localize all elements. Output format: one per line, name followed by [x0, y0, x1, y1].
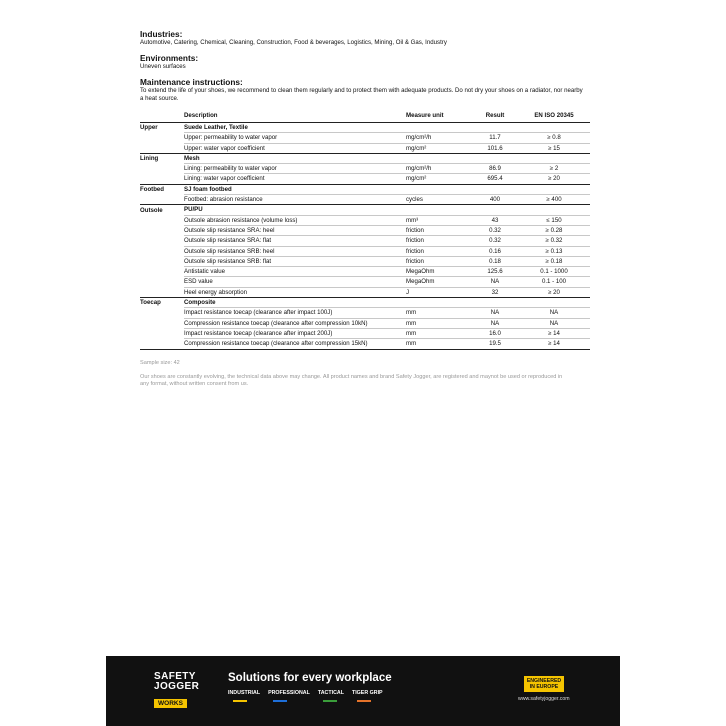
table-row: [140, 287, 590, 297]
category-label: Outsole: [140, 205, 184, 215]
table-group-row: [140, 205, 590, 215]
category-cell: [140, 143, 184, 153]
table-header-row: [140, 110, 590, 123]
result-cell: 0.32: [472, 225, 518, 235]
table-group-row: [140, 123, 590, 133]
material-title: PU/PU: [184, 205, 406, 215]
category-cell: [140, 195, 184, 205]
description-cell: Antistatic value: [184, 267, 406, 277]
unit-cell: [406, 153, 472, 163]
iso-cell: 0.1 - 100: [518, 277, 590, 287]
description-cell: Outsole slip resistance SRA: flat: [184, 236, 406, 246]
iso-cell: ≥ 14: [518, 339, 590, 349]
engineered-badge: [524, 676, 564, 692]
header-iso: EN ISO 20345: [518, 110, 590, 123]
product-line-bar: [273, 700, 287, 702]
footer-tagline: Solutions for every workplace: [228, 672, 392, 684]
result-cell: 43: [472, 215, 518, 225]
category-cell: [140, 225, 184, 235]
table-row: [140, 164, 590, 174]
description-cell: Heel energy absorption: [184, 287, 406, 297]
product-line-bar: [233, 700, 247, 702]
material-title: Suede Leather, Textile: [184, 123, 406, 133]
category-cell: [140, 277, 184, 287]
category-cell: [140, 328, 184, 338]
badge-line-2: IN EUROPE: [529, 684, 559, 690]
unit-cell: mm: [406, 318, 472, 328]
unit-cell: mm³: [406, 215, 472, 225]
product-line-tiger-grip: [352, 690, 383, 702]
environments-text: Uneven surfaces: [140, 63, 186, 70]
unit-cell: [406, 298, 472, 308]
iso-cell: [518, 123, 590, 133]
result-cell: 695.4: [472, 174, 518, 184]
unit-cell: friction: [406, 256, 472, 266]
industries-text: Automotive, Catering, Chemical, Cleaning, Construction, Food & beverages, Logistics, Mining, Oil & Gas, Industry: [140, 39, 447, 46]
table-row: [140, 133, 590, 143]
unit-cell: friction: [406, 236, 472, 246]
result-cell: [472, 153, 518, 163]
table-row: [140, 339, 590, 349]
unit-cell: friction: [406, 225, 472, 235]
iso-cell: ≥ 0.13: [518, 246, 590, 256]
result-cell: 19.5: [472, 339, 518, 349]
result-cell: 400: [472, 195, 518, 205]
result-cell: 16.0: [472, 328, 518, 338]
unit-cell: mm: [406, 328, 472, 338]
iso-cell: NA: [518, 308, 590, 318]
unit-cell: [406, 123, 472, 133]
category-cell: [140, 215, 184, 225]
material-title: Composite: [184, 298, 406, 308]
document-page: [140, 30, 590, 389]
logo-line-1: SAFETY: [154, 671, 196, 682]
result-cell: 11.7: [472, 133, 518, 143]
category-cell: [140, 246, 184, 256]
specs-table: [140, 110, 590, 350]
industries-heading: Industries:: [140, 29, 183, 39]
result-cell: 0.18: [472, 256, 518, 266]
iso-cell: ≥ 20: [518, 174, 590, 184]
iso-cell: NA: [518, 318, 590, 328]
material-title: SJ foam footbed: [184, 184, 406, 194]
header-result: Result: [472, 110, 518, 123]
description-cell: Outsole slip resistance SRA: heel: [184, 225, 406, 235]
table-row: [140, 308, 590, 318]
maintenance-text: To extend the life of your shoes, we recommend to clean them regularly and to protect them with adequate products. Do not dry your shoes on a radiator, nor nearby a heat source.: [140, 87, 583, 102]
logo-line-3: WORKS: [154, 699, 187, 708]
product-line-bar: [357, 700, 371, 702]
table-row: [140, 174, 590, 184]
category-label: Upper: [140, 123, 184, 133]
unit-cell: mm: [406, 308, 472, 318]
table-row: [140, 318, 590, 328]
category-cell: [140, 236, 184, 246]
table-row: [140, 195, 590, 205]
table-row: [140, 236, 590, 246]
category-cell: [140, 287, 184, 297]
badge-line-1: ENGINEERED: [526, 678, 562, 684]
unit-cell: MegaOhm: [406, 277, 472, 287]
iso-cell: ≥ 20: [518, 287, 590, 297]
iso-cell: [518, 153, 590, 163]
result-cell: NA: [472, 308, 518, 318]
iso-cell: ≥ 0.8: [518, 133, 590, 143]
unit-cell: mg/cm²: [406, 143, 472, 153]
unit-cell: mg/cm²/h: [406, 164, 472, 174]
unit-cell: [406, 205, 472, 215]
header-unit: Measure unit: [406, 110, 472, 123]
result-cell: [472, 123, 518, 133]
logo-line-2: JOGGER: [154, 681, 200, 692]
product-line-label: INDUSTRIAL: [228, 690, 261, 696]
iso-cell: [518, 298, 590, 308]
table-group-row: [140, 153, 590, 163]
category-cell: [140, 267, 184, 277]
iso-cell: [518, 184, 590, 194]
table-row: [140, 256, 590, 266]
disclaimer: Our shoes are constantly evolving, the technical data above may change. All product names and brand Safety Jogger, are registered and maynot be used or reproduced in any format, without written consent from us.: [140, 373, 563, 388]
description-cell: Upper: water vapor coefficient: [184, 143, 406, 153]
iso-cell: ≥ 0.28: [518, 225, 590, 235]
category-cell: [140, 174, 184, 184]
category-cell: [140, 318, 184, 328]
description-cell: Upper: permeability to water vapor: [184, 133, 406, 143]
product-line-professional: [268, 690, 310, 702]
product-line-industrial: [228, 690, 260, 702]
category-label: Toecap: [140, 298, 184, 308]
header-description: Description: [184, 110, 406, 123]
unit-cell: mg/cm²: [406, 174, 472, 184]
iso-cell: ≥ 14: [518, 328, 590, 338]
header-category: [140, 110, 184, 123]
description-cell: Compression resistance toecap (clearance after compression 15kN): [184, 339, 406, 349]
category-cell: [140, 133, 184, 143]
safety-jogger-logo: [154, 672, 198, 710]
description-cell: Impact resistance toecap (clearance after impact 200J): [184, 328, 406, 338]
description-cell: Outsole slip resistance SRB: flat: [184, 256, 406, 266]
product-line-label: PROFESSIONAL: [268, 690, 310, 696]
table-row: [140, 143, 590, 153]
table-row: [140, 277, 590, 287]
description-cell: Outsole slip resistance SRB: heel: [184, 246, 406, 256]
description-cell: ESD value: [184, 277, 406, 287]
unit-cell: friction: [406, 246, 472, 256]
material-title: Mesh: [184, 153, 406, 163]
result-cell: [472, 205, 518, 215]
result-cell: 32: [472, 287, 518, 297]
product-line-label: TACTICAL: [317, 690, 344, 696]
table-row: [140, 328, 590, 338]
iso-cell: ≥ 400: [518, 195, 590, 205]
category-cell: [140, 164, 184, 174]
description-cell: Lining: permeability to water vapor: [184, 164, 406, 174]
result-cell: 0.16: [472, 246, 518, 256]
iso-cell: [518, 205, 590, 215]
category-label: Footbed: [140, 184, 184, 194]
environments-heading: Environments:: [140, 53, 199, 63]
category-label: Lining: [140, 153, 184, 163]
sample-size: Sample size: 42: [140, 359, 180, 366]
result-cell: 0.32: [472, 236, 518, 246]
website-url[interactable]: www.safetyjogger.com: [518, 696, 570, 702]
product-line-bar: [323, 700, 337, 702]
table-row: [140, 267, 590, 277]
unit-cell: MegaOhm: [406, 267, 472, 277]
maintenance-heading: Maintenance instructions:: [140, 77, 243, 87]
product-line-tactical: [318, 690, 344, 702]
category-cell: [140, 256, 184, 266]
table-row: [140, 225, 590, 235]
table-row: [140, 215, 590, 225]
category-cell: [140, 308, 184, 318]
result-cell: 125.6: [472, 267, 518, 277]
table-group-row: [140, 298, 590, 308]
category-cell: [140, 339, 184, 349]
description-cell: Compression resistance toecap (clearance after compression 10kN): [184, 318, 406, 328]
description-cell: Footbed: abrasion resistance: [184, 195, 406, 205]
description-cell: Lining: water vapor coefficient: [184, 174, 406, 184]
table-row: [140, 246, 590, 256]
result-cell: NA: [472, 318, 518, 328]
specs-table-body: [140, 123, 590, 350]
iso-cell: ≥ 2: [518, 164, 590, 174]
unit-cell: mm: [406, 339, 472, 349]
product-line-label: TIGER GRIP: [351, 690, 383, 696]
table-group-row: [140, 184, 590, 194]
iso-cell: 0.1 - 1000: [518, 267, 590, 277]
iso-cell: ≥ 0.32: [518, 236, 590, 246]
unit-cell: J: [406, 287, 472, 297]
result-cell: 86.9: [472, 164, 518, 174]
iso-cell: ≥ 0.18: [518, 256, 590, 266]
unit-cell: [406, 184, 472, 194]
result-cell: [472, 184, 518, 194]
description-cell: Outsole abrasion resistance (volume loss): [184, 215, 406, 225]
result-cell: 101.6: [472, 143, 518, 153]
result-cell: NA: [472, 277, 518, 287]
result-cell: [472, 298, 518, 308]
iso-cell: ≥ 15: [518, 143, 590, 153]
unit-cell: cycles: [406, 195, 472, 205]
brand-footer: [106, 656, 620, 726]
iso-cell: ≤ 150: [518, 215, 590, 225]
product-lines: [228, 690, 383, 702]
unit-cell: mg/cm²/h: [406, 133, 472, 143]
description-cell: Impact resistance toecap (clearance after impact 100J): [184, 308, 406, 318]
